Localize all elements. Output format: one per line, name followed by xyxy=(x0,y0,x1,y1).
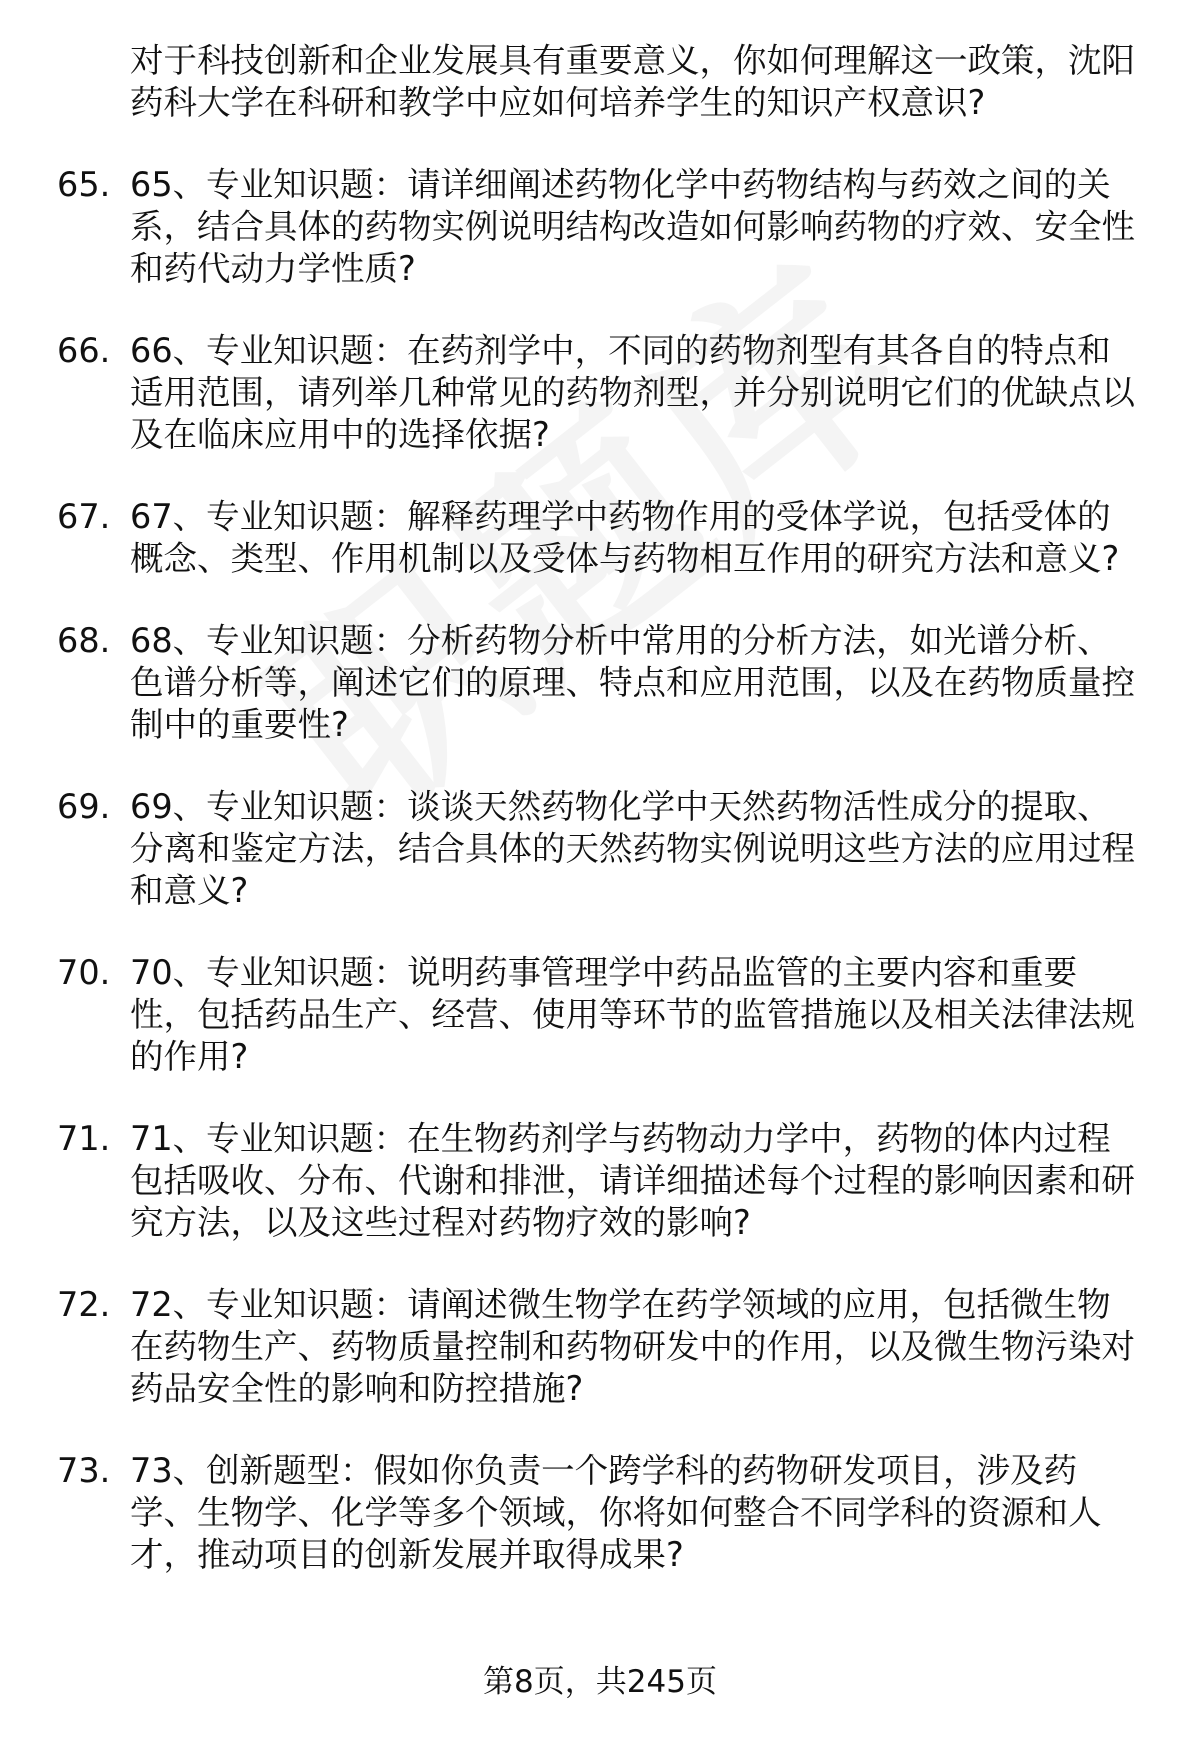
question-number: 65. xyxy=(57,165,111,204)
list-item xyxy=(0,164,1200,290)
list-item xyxy=(0,1284,1200,1410)
question-number: 73. xyxy=(57,1451,111,1490)
list-item xyxy=(0,786,1200,912)
question-number: 69. xyxy=(57,787,111,826)
question-text: 68、专业知识题：分析药物分析中常用的分析方法，如光谱分析、色谱分析等，阐述它们的原理、特点和应用范围，以及在药物质量控制中的重要性? xyxy=(130,621,1135,744)
question-number: 68. xyxy=(57,621,111,660)
question-text: 72、专业知识题：请阐述微生物学在药学领域的应用，包括微生物在药物生产、药物质量控制和药物研发中的作用，以及微生物污染对药品安全性的影响和防控措施? xyxy=(130,1285,1135,1408)
question-text: 69、专业知识题：谈谈天然药物化学中天然药物活性成分的提取、分离和鉴定方法，结合具体的天然药物实例说明这些方法的应用过程和意义? xyxy=(130,787,1135,910)
question-number: 67. xyxy=(57,497,111,536)
question-list xyxy=(0,40,1200,1616)
list-item xyxy=(0,952,1200,1078)
question-text: 对于科技创新和企业发展具有重要意义，你如何理解这一政策，沈阳药科大学在科研和教学中应如何培养学生的知识产权意识? xyxy=(130,41,1135,122)
question-text: 67、专业知识题：解释药理学中药物作用的受体学说，包括受体的概念、类型、作用机制以及受体与药物相互作用的研究方法和意义? xyxy=(130,497,1120,578)
question-number: 71. xyxy=(57,1119,111,1158)
question-number: 72. xyxy=(57,1285,111,1324)
question-text: 71、专业知识题：在生物药剂学与药物动力学中，药物的体内过程包括吸收、分布、代谢和排泄，请详细描述每个过程的影响因素和研究方法，以及这些过程对药物疗效的影响? xyxy=(130,1119,1135,1242)
question-text: 70、专业知识题：说明药事管理学中药品监管的主要内容和重要性，包括药品生产、经营、使用等环节的监管措施以及相关法律法规的作用? xyxy=(130,953,1135,1076)
list-item-continuation xyxy=(0,40,1200,124)
question-number: 70. xyxy=(57,953,111,992)
question-number: 66. xyxy=(57,331,111,370)
list-item xyxy=(0,1450,1200,1576)
list-item xyxy=(0,496,1200,580)
list-item xyxy=(0,330,1200,456)
list-item xyxy=(0,1118,1200,1244)
list-item xyxy=(0,620,1200,746)
question-text: 65、专业知识题：请详细阐述药物化学中药物结构与药效之间的关系，结合具体的药物实例说明结构改造如何影响药物的疗效、安全性和药代动力学性质? xyxy=(130,165,1135,288)
page-footer: 第8页，共245页 xyxy=(483,1664,717,1700)
question-text: 66、专业知识题：在药剂学中，不同的药物剂型有其各自的特点和适用范围，请列举几种常见的药物剂型，并分别说明它们的优缺点以及在临床应用中的选择依据? xyxy=(130,331,1135,454)
question-text: 73、创新题型：假如你负责一个跨学科的药物研发项目，涉及药学、生物学、化学等多个领域，你将如何整合不同学科的资源和人才，推动项目的创新发展并取得成果? xyxy=(130,1451,1102,1574)
